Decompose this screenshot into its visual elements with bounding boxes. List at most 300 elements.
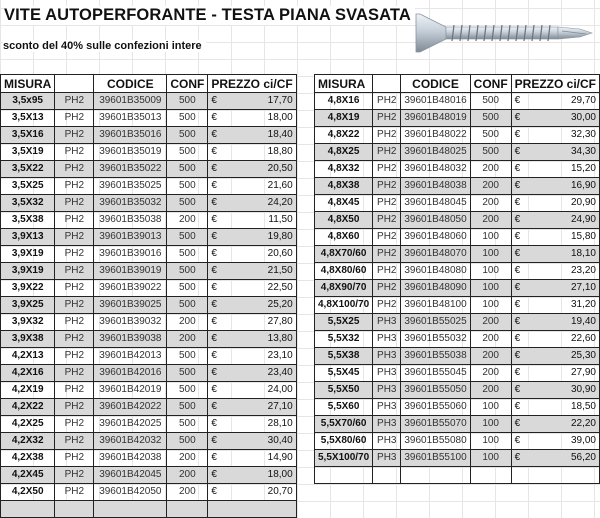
cell-conf: 500 bbox=[470, 127, 511, 144]
cell-currency: € bbox=[511, 399, 522, 416]
cell-misura: 4,8X16 bbox=[315, 93, 373, 110]
cell-codice: 39601B35025 bbox=[94, 178, 167, 195]
cell-codice: 39601B48080 bbox=[401, 263, 470, 280]
cell-codice: 39601B48022 bbox=[401, 127, 470, 144]
cell-conf: 500 bbox=[470, 93, 511, 110]
table-row bbox=[315, 280, 600, 297]
table-row bbox=[1, 144, 297, 161]
cell-misura: 3,5X32 bbox=[1, 195, 55, 212]
cell-misura: 5,5X45 bbox=[315, 365, 373, 382]
cell-currency: € bbox=[511, 314, 522, 331]
cell-currency: € bbox=[511, 246, 522, 263]
cell-type: PH2 bbox=[55, 127, 94, 144]
col-header-misura: MISURA bbox=[315, 75, 373, 93]
cell-conf: 200 bbox=[470, 365, 511, 382]
cell-misura: 5,5X50 bbox=[315, 382, 373, 399]
cell-codice: 39601B42016 bbox=[94, 365, 167, 382]
cell-codice: 39601B48019 bbox=[401, 110, 470, 127]
cell-type: PH2 bbox=[373, 297, 401, 314]
cell-type: PH2 bbox=[55, 178, 94, 195]
cell-prezzo: 29,70 bbox=[522, 93, 599, 110]
cell-conf: 500 bbox=[167, 416, 208, 433]
cell-misura: 4,2X22 bbox=[1, 399, 55, 416]
cell-type: PH2 bbox=[55, 314, 94, 331]
cell-currency: € bbox=[208, 382, 219, 399]
cell-codice: 39601B42050 bbox=[94, 484, 167, 501]
cell-prezzo: 17,70 bbox=[219, 93, 296, 110]
cell-prezzo: 34,30 bbox=[522, 144, 599, 161]
cell-prezzo: 18,10 bbox=[522, 246, 599, 263]
cell-currency: € bbox=[208, 416, 219, 433]
cell-prezzo: 27,10 bbox=[522, 280, 599, 297]
table-row bbox=[315, 297, 600, 314]
cell-codice: 39601B35013 bbox=[94, 110, 167, 127]
table-header-row bbox=[1, 75, 297, 93]
cell-conf: 200 bbox=[167, 450, 208, 467]
cell-misura: 3,9X38 bbox=[1, 331, 55, 348]
cell-conf: 500 bbox=[167, 297, 208, 314]
cell-conf: 500 bbox=[167, 229, 208, 246]
cell-misura: 5,5X70/60 bbox=[315, 416, 373, 433]
table-row bbox=[315, 365, 600, 382]
cell-codice: 39601B35016 bbox=[94, 127, 167, 144]
cell-conf: 100 bbox=[470, 263, 511, 280]
screw-image bbox=[410, 10, 595, 56]
table-body bbox=[1, 93, 297, 518]
table-row bbox=[1, 110, 297, 127]
cell-misura: 4,2X38 bbox=[1, 450, 55, 467]
cell-codice: 39601B39022 bbox=[94, 280, 167, 297]
col-header-prezzo: PREZZO ci/CF bbox=[208, 75, 296, 93]
cell-prezzo: 23,10 bbox=[219, 348, 296, 365]
cell-type: PH3 bbox=[373, 450, 401, 467]
cell-codice: 39601B35038 bbox=[94, 212, 167, 229]
cell-type bbox=[373, 467, 401, 484]
table-row bbox=[315, 178, 600, 195]
cell-prezzo: 23,20 bbox=[522, 263, 599, 280]
cell-currency: € bbox=[511, 195, 522, 212]
cell-type bbox=[55, 501, 94, 518]
cell-currency: € bbox=[208, 229, 219, 246]
cell-misura: 4,2X25 bbox=[1, 416, 55, 433]
cell-codice: 39601B42045 bbox=[94, 467, 167, 484]
cell-type: PH2 bbox=[373, 246, 401, 263]
cell-type: PH3 bbox=[373, 382, 401, 399]
cell-misura: 4,8X22 bbox=[315, 127, 373, 144]
cell-currency: € bbox=[208, 127, 219, 144]
cell-conf: 100 bbox=[470, 246, 511, 263]
cell-prezzo: 25,30 bbox=[522, 348, 599, 365]
cell-type: PH2 bbox=[373, 212, 401, 229]
table-row bbox=[315, 450, 600, 467]
cell-misura: 3,5X22 bbox=[1, 161, 55, 178]
cell-codice: 39601B35022 bbox=[94, 161, 167, 178]
cell-misura bbox=[1, 501, 55, 518]
table-row bbox=[1, 246, 297, 263]
cell-codice: 39601B48100 bbox=[401, 297, 470, 314]
table-row bbox=[1, 161, 297, 178]
cell-misura: 4,8X50 bbox=[315, 212, 373, 229]
cell-prezzo: 20,50 bbox=[219, 161, 296, 178]
cell-codice: 39601B42019 bbox=[94, 382, 167, 399]
cell-conf: 500 bbox=[167, 144, 208, 161]
cell-codice: 39601B39016 bbox=[94, 246, 167, 263]
cell-currency bbox=[208, 501, 219, 518]
cell-codice: 39601B39032 bbox=[94, 314, 167, 331]
cell-misura: 4,8X25 bbox=[315, 144, 373, 161]
cell-currency: € bbox=[208, 93, 219, 110]
table-row bbox=[1, 331, 297, 348]
cell-currency: € bbox=[208, 212, 219, 229]
cell-prezzo: 30,90 bbox=[522, 382, 599, 399]
cell-type: PH2 bbox=[373, 127, 401, 144]
cell-conf bbox=[470, 467, 511, 484]
cell-prezzo: 13,80 bbox=[219, 331, 296, 348]
cell-conf: 500 bbox=[167, 433, 208, 450]
cell-currency: € bbox=[511, 280, 522, 297]
cell-prezzo: 39,00 bbox=[522, 433, 599, 450]
col-header-type bbox=[373, 75, 401, 93]
cell-type: PH2 bbox=[373, 144, 401, 161]
cell-misura bbox=[315, 467, 373, 484]
cell-prezzo: 31,20 bbox=[522, 297, 599, 314]
cell-type: PH2 bbox=[373, 110, 401, 127]
cell-conf: 500 bbox=[167, 178, 208, 195]
cell-type: PH3 bbox=[373, 416, 401, 433]
cell-misura: 5,5X100/70 bbox=[315, 450, 373, 467]
cell-misura: 4,2X45 bbox=[1, 467, 55, 484]
empty-row bbox=[315, 467, 600, 484]
cell-prezzo bbox=[522, 467, 599, 484]
cell-conf: 200 bbox=[470, 212, 511, 229]
cell-currency: € bbox=[511, 433, 522, 450]
cell-misura: 4,8X100/70 bbox=[315, 297, 373, 314]
cell-codice: 39601B55050 bbox=[401, 382, 470, 399]
cell-conf: 100 bbox=[470, 297, 511, 314]
cell-codice bbox=[94, 501, 167, 518]
cell-prezzo: 18,80 bbox=[219, 144, 296, 161]
cell-type: PH2 bbox=[373, 263, 401, 280]
cell-currency: € bbox=[511, 382, 522, 399]
table-row bbox=[1, 348, 297, 365]
cell-currency: € bbox=[208, 110, 219, 127]
cell-currency: € bbox=[511, 263, 522, 280]
cell-currency: € bbox=[208, 178, 219, 195]
cell-prezzo: 24,00 bbox=[219, 382, 296, 399]
cell-codice: 39601B55080 bbox=[401, 433, 470, 450]
table-row bbox=[1, 212, 297, 229]
cell-conf: 100 bbox=[470, 433, 511, 450]
table-row bbox=[1, 382, 297, 399]
cell-misura: 3,5X19 bbox=[1, 144, 55, 161]
table-row bbox=[1, 467, 297, 484]
cell-codice: 39601B55070 bbox=[401, 416, 470, 433]
table-row bbox=[1, 416, 297, 433]
price-table-left bbox=[0, 74, 297, 518]
cell-currency: € bbox=[208, 365, 219, 382]
table-row bbox=[315, 382, 600, 399]
cell-misura: 4,8X90/70 bbox=[315, 280, 373, 297]
cell-currency: € bbox=[208, 195, 219, 212]
cell-type: PH3 bbox=[373, 365, 401, 382]
cell-misura: 4,8X32 bbox=[315, 161, 373, 178]
cell-type: PH3 bbox=[373, 348, 401, 365]
cell-misura: 4,8X70/60 bbox=[315, 246, 373, 263]
cell-type: PH2 bbox=[55, 382, 94, 399]
cell-type: PH2 bbox=[55, 195, 94, 212]
cell-conf: 200 bbox=[167, 314, 208, 331]
table-row bbox=[1, 263, 297, 280]
cell-codice: 39601B42038 bbox=[94, 450, 167, 467]
cell-currency: € bbox=[511, 229, 522, 246]
cell-prezzo: 20,60 bbox=[219, 246, 296, 263]
cell-type: PH2 bbox=[373, 195, 401, 212]
cell-type: PH2 bbox=[55, 433, 94, 450]
table-row bbox=[315, 161, 600, 178]
cell-type: PH3 bbox=[373, 314, 401, 331]
cell-type: PH2 bbox=[55, 348, 94, 365]
cell-prezzo: 56,20 bbox=[522, 450, 599, 467]
cell-conf: 200 bbox=[470, 348, 511, 365]
table-row bbox=[315, 195, 600, 212]
cell-currency bbox=[511, 467, 522, 484]
cell-misura: 3,5x95 bbox=[1, 93, 55, 110]
cell-prezzo: 27,90 bbox=[522, 365, 599, 382]
cell-prezzo: 18,00 bbox=[219, 110, 296, 127]
cell-type: PH2 bbox=[55, 450, 94, 467]
page-title: VITE AUTOPERFORANTE - TESTA PIANA SVASATA bbox=[4, 6, 415, 25]
cell-type: PH2 bbox=[55, 365, 94, 382]
cell-misura: 4,8X19 bbox=[315, 110, 373, 127]
cell-codice: 39601B55032 bbox=[401, 331, 470, 348]
cell-conf: 200 bbox=[470, 331, 511, 348]
cell-conf: 200 bbox=[470, 195, 511, 212]
cell-misura: 4,2X32 bbox=[1, 433, 55, 450]
table-row bbox=[315, 246, 600, 263]
cell-codice: 39601B55045 bbox=[401, 365, 470, 382]
cell-type: PH2 bbox=[373, 229, 401, 246]
table-row bbox=[1, 433, 297, 450]
table-row bbox=[1, 314, 297, 331]
cell-conf: 100 bbox=[470, 399, 511, 416]
cell-misura: 3,9X19 bbox=[1, 246, 55, 263]
col-header-misura: MISURA bbox=[1, 75, 55, 93]
cell-misura: 5,5X38 bbox=[315, 348, 373, 365]
cell-currency: € bbox=[511, 348, 522, 365]
cell-type: PH3 bbox=[373, 433, 401, 450]
cell-misura: 5,5X60 bbox=[315, 399, 373, 416]
cell-type: PH2 bbox=[55, 263, 94, 280]
cell-conf: 200 bbox=[167, 212, 208, 229]
cell-type: PH2 bbox=[373, 280, 401, 297]
cell-codice: 39601B48050 bbox=[401, 212, 470, 229]
cell-misura: 4,8X45 bbox=[315, 195, 373, 212]
cell-codice: 39601B35032 bbox=[94, 195, 167, 212]
table-row bbox=[1, 365, 297, 382]
cell-prezzo: 22,60 bbox=[522, 331, 599, 348]
table-header-row bbox=[315, 75, 600, 93]
cell-currency: € bbox=[208, 331, 219, 348]
cell-misura: 4,2X50 bbox=[1, 484, 55, 501]
cell-type: PH2 bbox=[55, 297, 94, 314]
cell-codice: 39601B55100 bbox=[401, 450, 470, 467]
table-row bbox=[315, 416, 600, 433]
cell-currency: € bbox=[208, 314, 219, 331]
table-row bbox=[315, 263, 600, 280]
col-header-type bbox=[55, 75, 94, 93]
cell-conf: 500 bbox=[167, 110, 208, 127]
cell-conf: 200 bbox=[470, 161, 511, 178]
cell-prezzo: 25,20 bbox=[219, 297, 296, 314]
table-row bbox=[315, 110, 600, 127]
table-row bbox=[315, 348, 600, 365]
cell-currency: € bbox=[208, 467, 219, 484]
col-header-conf: CONF bbox=[167, 75, 208, 93]
cell-currency: € bbox=[208, 348, 219, 365]
col-header-codice: CODICE bbox=[94, 75, 167, 93]
cell-misura: 3,9X19 bbox=[1, 263, 55, 280]
cell-currency: € bbox=[511, 416, 522, 433]
cell-prezzo: 19,40 bbox=[522, 314, 599, 331]
cell-conf: 200 bbox=[167, 484, 208, 501]
cell-currency: € bbox=[511, 178, 522, 195]
cell-conf: 500 bbox=[167, 263, 208, 280]
cell-currency: € bbox=[208, 297, 219, 314]
cell-type: PH2 bbox=[55, 280, 94, 297]
cell-prezzo: 24,90 bbox=[522, 212, 599, 229]
cell-conf: 500 bbox=[470, 144, 511, 161]
cell-conf: 500 bbox=[167, 93, 208, 110]
cell-prezzo: 15,80 bbox=[522, 229, 599, 246]
cell-conf: 500 bbox=[167, 161, 208, 178]
cell-misura: 3,5X13 bbox=[1, 110, 55, 127]
discount-note: sconto del 40% sulle confezioni intere bbox=[3, 40, 206, 52]
cell-codice bbox=[401, 467, 470, 484]
col-header-codice: CODICE bbox=[401, 75, 470, 93]
cell-type: PH2 bbox=[55, 229, 94, 246]
cell-type: PH3 bbox=[373, 331, 401, 348]
cell-type: PH2 bbox=[55, 416, 94, 433]
cell-currency: € bbox=[208, 433, 219, 450]
cell-currency: € bbox=[208, 144, 219, 161]
cell-prezzo: 30,40 bbox=[219, 433, 296, 450]
cell-currency: € bbox=[511, 144, 522, 161]
cell-conf: 200 bbox=[167, 331, 208, 348]
cell-currency: € bbox=[208, 161, 219, 178]
table-row bbox=[1, 93, 297, 110]
col-header-conf: CONF bbox=[470, 75, 511, 93]
cell-prezzo: 30,00 bbox=[522, 110, 599, 127]
cell-conf: 500 bbox=[167, 348, 208, 365]
cell-conf: 200 bbox=[167, 467, 208, 484]
cell-type: PH2 bbox=[373, 161, 401, 178]
cell-currency: € bbox=[208, 246, 219, 263]
cell-prezzo: 11,50 bbox=[219, 212, 296, 229]
table-row bbox=[315, 212, 600, 229]
cell-codice: 39601B55060 bbox=[401, 399, 470, 416]
cell-prezzo: 18,40 bbox=[219, 127, 296, 144]
cell-type: PH2 bbox=[373, 93, 401, 110]
cell-codice: 39601B48016 bbox=[401, 93, 470, 110]
cell-misura: 4,2X19 bbox=[1, 382, 55, 399]
cell-conf: 100 bbox=[470, 229, 511, 246]
table-row bbox=[1, 297, 297, 314]
cell-conf: 500 bbox=[167, 382, 208, 399]
table-row bbox=[1, 450, 297, 467]
cell-currency: € bbox=[208, 399, 219, 416]
cell-codice: 39601B39025 bbox=[94, 297, 167, 314]
cell-misura: 5,5X32 bbox=[315, 331, 373, 348]
cell-misura: 3,9X13 bbox=[1, 229, 55, 246]
cell-codice: 39601B48032 bbox=[401, 161, 470, 178]
cell-codice: 39601B48070 bbox=[401, 246, 470, 263]
cell-type: PH2 bbox=[55, 144, 94, 161]
table-row bbox=[315, 229, 600, 246]
cell-conf: 500 bbox=[167, 195, 208, 212]
table-row bbox=[1, 178, 297, 195]
cell-type: PH2 bbox=[55, 467, 94, 484]
cell-prezzo: 32,30 bbox=[522, 127, 599, 144]
cell-codice: 39601B42022 bbox=[94, 399, 167, 416]
cell-type: PH2 bbox=[55, 331, 94, 348]
cell-misura: 5,5X80/60 bbox=[315, 433, 373, 450]
cell-prezzo: 23,40 bbox=[219, 365, 296, 382]
cell-conf: 200 bbox=[470, 382, 511, 399]
table-row bbox=[315, 314, 600, 331]
table-row bbox=[315, 93, 600, 110]
cell-prezzo: 15,20 bbox=[522, 161, 599, 178]
cell-currency: € bbox=[511, 110, 522, 127]
cell-conf: 200 bbox=[470, 178, 511, 195]
cell-prezzo: 27,10 bbox=[219, 399, 296, 416]
cell-codice: 39601B35019 bbox=[94, 144, 167, 161]
cell-type: PH2 bbox=[55, 246, 94, 263]
cell-prezzo: 27,80 bbox=[219, 314, 296, 331]
table-row bbox=[315, 144, 600, 161]
cell-currency: € bbox=[511, 127, 522, 144]
cell-currency: € bbox=[511, 161, 522, 178]
cell-currency: € bbox=[511, 297, 522, 314]
cell-type: PH2 bbox=[55, 212, 94, 229]
cell-prezzo: 28,10 bbox=[219, 416, 296, 433]
cell-conf: 500 bbox=[470, 110, 511, 127]
cell-codice: 39601B42013 bbox=[94, 348, 167, 365]
cell-currency: € bbox=[208, 280, 219, 297]
cell-currency: € bbox=[511, 331, 522, 348]
cell-misura: 3,9X25 bbox=[1, 297, 55, 314]
table-row bbox=[1, 229, 297, 246]
cell-codice: 39601B39019 bbox=[94, 263, 167, 280]
cell-codice: 39601B39013 bbox=[94, 229, 167, 246]
cell-type: PH2 bbox=[55, 484, 94, 501]
col-header-prezzo: PREZZO ci/CF bbox=[511, 75, 599, 93]
cell-misura: 4,8X60 bbox=[315, 229, 373, 246]
cell-codice: 39601B35009 bbox=[94, 93, 167, 110]
cell-type: PH2 bbox=[55, 161, 94, 178]
cell-prezzo: 19,80 bbox=[219, 229, 296, 246]
cell-codice: 39601B48045 bbox=[401, 195, 470, 212]
cell-codice: 39601B39038 bbox=[94, 331, 167, 348]
cell-conf bbox=[167, 501, 208, 518]
cell-misura: 3,9X32 bbox=[1, 314, 55, 331]
cell-codice: 39601B48060 bbox=[401, 229, 470, 246]
cell-misura: 4,2X16 bbox=[1, 365, 55, 382]
table-row bbox=[315, 127, 600, 144]
cell-codice: 39601B48025 bbox=[401, 144, 470, 161]
cell-conf: 500 bbox=[167, 399, 208, 416]
cell-currency: € bbox=[511, 93, 522, 110]
table-row bbox=[315, 331, 600, 348]
